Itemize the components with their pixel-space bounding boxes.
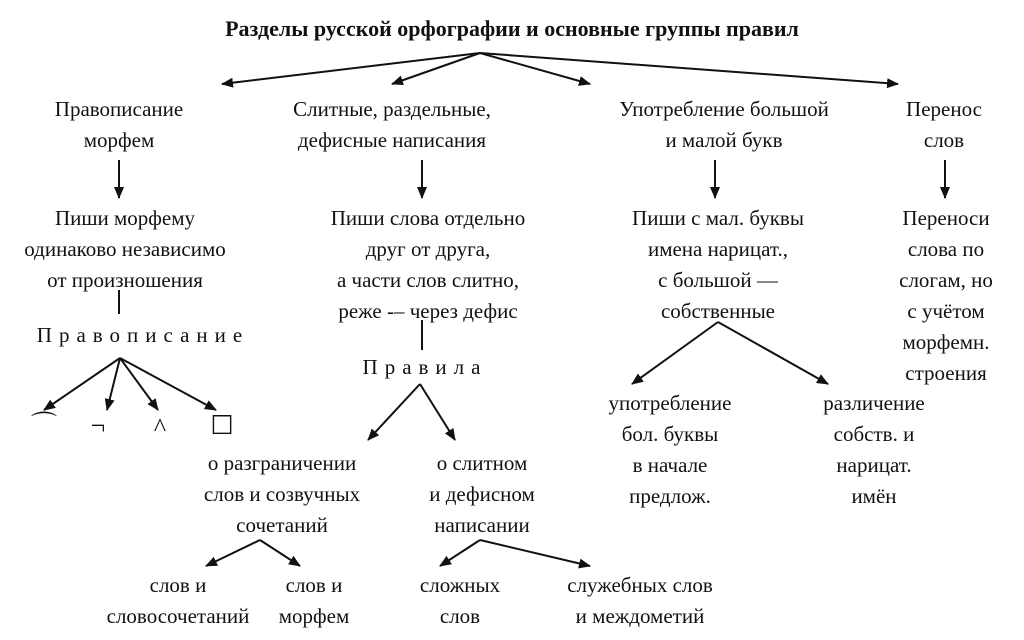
section-1-rule: Пиши морфему одинаково независимо от произношения	[24, 206, 226, 292]
leaf-words-and-phrases: слов и словосочетаний	[106, 573, 250, 628]
arc-symbol-icon: ⌒	[30, 411, 58, 440]
leaf-compound-words: сложных слов	[419, 573, 501, 628]
arrow-label-2-to-subgroup-1	[368, 384, 420, 440]
negation-symbol-icon: ¬	[90, 411, 106, 440]
section-3-name: Употребление большой и малой букв	[619, 97, 829, 152]
diagram-title: Разделы русской орфографии и основные группы правил	[225, 16, 799, 41]
arrow-subgroup-2-to-leaf-2	[480, 540, 590, 566]
arrow-title-to-section-4	[480, 53, 898, 84]
arrow-rule-3-to-subgroup-2	[718, 322, 828, 384]
section-4-rule: Переноси слова по слогам, но с учётом морфемн. строения	[899, 206, 993, 385]
subgroup-distinction: о разграничении слов и созвучных сочетаний	[203, 451, 361, 537]
arrow-label-1-to-symbol-4	[120, 358, 216, 410]
section-1-group-label: Правописание	[36, 323, 250, 347]
arrow-rule-3-to-subgroup-1	[632, 322, 718, 384]
arrow-subgroup-1-to-leaf-2	[260, 540, 300, 566]
caret-symbol-icon: ^	[153, 413, 167, 442]
section-2-group-label: Правила	[362, 355, 488, 379]
square-symbol-icon: ☐	[210, 411, 234, 440]
section-2-name: Слитные, раздельные, дефисные написания	[293, 97, 491, 152]
section-1-name: Правописание морфем	[54, 97, 184, 152]
subgroup-capital-at-start: употребление бол. буквы в начале предлож.	[608, 391, 732, 508]
arrow-label-2-to-subgroup-2	[420, 384, 455, 440]
subgroup-compound-writing: о слитном и дефисном написании	[429, 451, 535, 537]
arrow-label-1-to-symbol-3	[120, 358, 158, 410]
section-2-rule: Пиши слова отдельно друг от друга, а части слов слитно, реже -– через дефис	[330, 206, 526, 323]
section-4-name: Перенос слов	[906, 97, 982, 152]
arrow-subgroup-2-to-leaf-1	[440, 540, 480, 566]
arrow-title-to-section-1	[222, 53, 480, 84]
subgroup-proper-vs-common: различение собств. и нарицат. имён	[823, 391, 925, 508]
arrow-subgroup-1-to-leaf-1	[206, 540, 260, 566]
section-3-rule: Пиши с мал. буквы имена нарицат., с большой — собственные	[632, 206, 804, 323]
leaf-words-and-morphemes: слов и морфем	[278, 573, 350, 628]
leaf-function-words: служебных слов и междометий	[567, 573, 713, 628]
